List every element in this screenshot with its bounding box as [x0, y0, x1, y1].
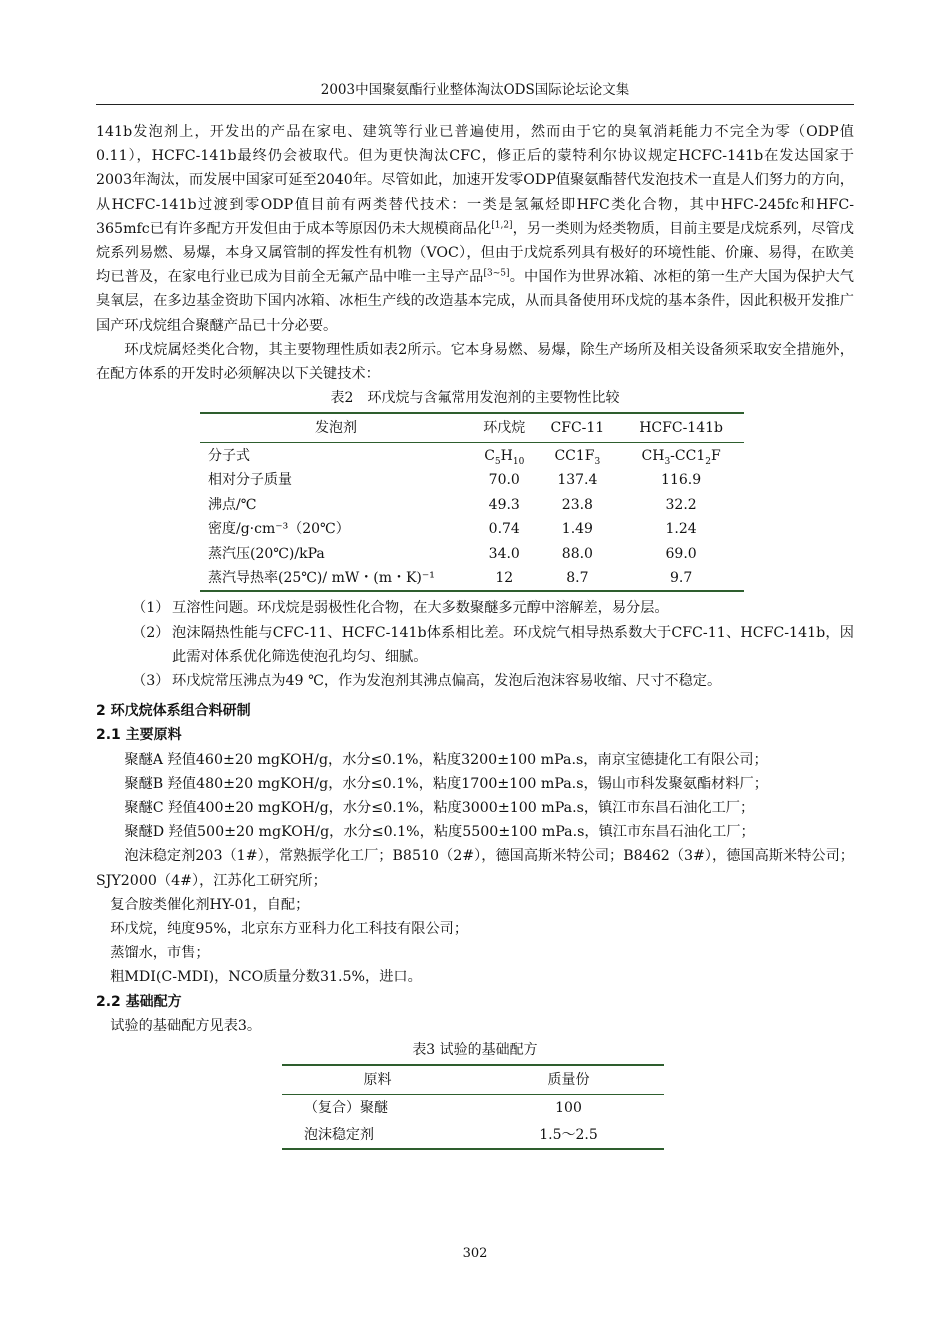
list-number: （2）	[132, 624, 170, 641]
paragraph-3: 试验的基础配方见表3。	[110, 1017, 262, 1034]
paragraph-2: 环戊烷属烃类化合物，其主要物理性质如表2所示。它本身易燃、易爆，除生产场所及相关设备须采取安全措施外，在配方体系的开发时必须解决以下关键技术：	[96, 341, 854, 383]
cell: 蒸汽压(20℃)/kPa	[208, 545, 325, 562]
issue-list	[96, 596, 854, 693]
table-row	[200, 492, 744, 517]
table-row	[200, 443, 744, 468]
cell: 分子式	[208, 447, 250, 464]
cell: 8.7	[537, 566, 619, 592]
table-row	[200, 566, 744, 592]
table-2-header: HCFC-141b	[618, 413, 744, 443]
cell: 蒸汽导热率(25℃)/ mW・(m・K)⁻¹	[200, 566, 472, 592]
table-2-header: 发泡剂	[200, 413, 472, 443]
material-line: 环戊烷，纯度95%，北京东方亚科力化工科技有限公司；	[110, 921, 469, 938]
list-item	[96, 621, 854, 669]
table-2-caption: 表2 环戊烷与含氟常用发泡剂的主要物性比较	[330, 390, 620, 407]
cell: 137.4	[557, 472, 598, 489]
material-line: 聚醚C 羟值400±20 mgKOH/g，水分≤0.1%，粘度3000±100 mPa.s，镇江市东昌石油化工厂；	[124, 800, 755, 817]
material-line: 聚醚A 羟值460±20 mgKOH/g，水分≤0.1%，粘度3200±100 mPa.s，南京宝德捷化工有限公司；	[124, 751, 768, 768]
list-text: 环戊烷常压沸点为49 ℃，作为发泡剂其沸点偏高，发泡后泡沫容易收缩、尺寸不稳定。	[172, 673, 722, 690]
cell: $C_5H_{10}$	[484, 447, 525, 467]
table-2-header: CFC-11	[537, 413, 619, 443]
table-3	[282, 1064, 664, 1150]
table-2	[200, 412, 744, 592]
cell: $CC1F_3$	[554, 447, 601, 467]
list-text: 泡沫隔热性能与CFC-11、HCFC-141b体系相比差。环戊烷气相导热系数大于CFC-11、HCFC-141b，因此需对体系优化筛选使泡孔均匀、细腻。	[172, 624, 854, 665]
cell: 相对分子质量	[208, 472, 292, 489]
list-text: 互溶性问题。环戊烷是弱极性化合物，在大多数聚醚多元醇中溶解差，易分层。	[172, 600, 669, 617]
table-3-caption: 表3 试验的基础配方	[412, 1042, 538, 1059]
paragraph-1-text-c: 。中国作为世界冰箱、冰柜的第一生产大国为保护大气臭氧层，在多边基金资助下国内冰箱、冰柜生产线的改造基本完成，从而具备使用环戊烷的基本条件，因此积极开发推广国产环戊烷组合聚醚产品已十分必要。	[96, 269, 854, 334]
cell: 12	[472, 566, 537, 592]
paragraph-1-text-a: 141b发泡剂上，开发出的产品在家电、建筑等行业已普遍使用，然而由于它的臭氧消耗能力不完全为零（ODP值0.11），HCFC-141b最终仍会被取代。但为更快淘汰CFC，修正后的蒙特利尔协议规定HCFC-141b在发达国家于2003年淘汰，而发展中国家可延至2040年。尽管如此，加速开发零ODP值聚氨酯替代发泡技术一直是人们努力的方向，从HCFC-141b过渡到零ODP值目前有两类替代技术：一类是氢氟烃即HFC类化合物，其中HFC-245fc和HFC-365mfc已有许多配方开发但由于成本等原因仍未大规模商品化	[96, 124, 854, 237]
cell: 0.74	[488, 521, 520, 538]
cell: $CH_3-CC1_2F$	[641, 447, 721, 467]
cell: 23.8	[561, 496, 593, 513]
table-row	[282, 1095, 664, 1122]
table-3-header: 原料	[282, 1065, 473, 1095]
material-line: 蒸馏水，市售；	[110, 945, 210, 962]
table-3-header: 质量份	[473, 1065, 664, 1095]
material-line: 粗MDI(C-MDI)，NCO质量分数31.5%，进口。	[110, 969, 422, 986]
section-heading-2-2: 2.2 基础配方	[96, 993, 182, 1010]
cell: 沸点/℃	[208, 496, 257, 513]
page-number: 302	[462, 1246, 488, 1261]
cell: 34.0	[488, 545, 520, 562]
cell: 69.0	[665, 545, 697, 562]
cell: 9.7	[618, 566, 744, 592]
cell: 116.9	[661, 472, 702, 489]
table-row	[200, 541, 744, 566]
cell: 49.3	[488, 496, 520, 513]
page-body	[96, 120, 854, 1150]
section-heading-2-1: 2.1 主要原料	[96, 727, 182, 744]
list-item	[96, 669, 854, 693]
material-line: 聚醚B 羟值480±20 mgKOH/g，水分≤0.1%，粘度1700±100 mPa.s，锡山市科发聚氨酯材料厂；	[124, 775, 768, 792]
cell: 88.0	[561, 545, 593, 562]
citation-1-2: [1,2]	[491, 220, 513, 231]
paragraph-1	[96, 120, 854, 338]
list-item	[96, 596, 854, 620]
stabilizer-line: 泡沫稳定剂203（1#），常熟振学化工厂；B8510（2#），德国高斯米特公司；B8462（3#），德国高斯米特公司；SJY2000（4#），江苏化工研究所；	[96, 848, 854, 889]
cell: 32.2	[665, 496, 697, 513]
table-row	[200, 468, 744, 493]
cell: 70.0	[488, 472, 520, 489]
cell: （复合）聚醚	[304, 1100, 388, 1117]
table-row	[282, 1122, 664, 1150]
cell: 100	[555, 1100, 582, 1117]
section-heading-2: 2 环戊烷体系组合料研制	[96, 703, 251, 720]
list-number: （3）	[132, 673, 170, 690]
cell: 1.24	[665, 521, 697, 538]
citation-3-5: [3~5]	[483, 268, 510, 279]
running-header: 2003中国聚氨酯行业整体淘汰ODS国际论坛论文集	[96, 78, 854, 105]
table-2-header: 环戊烷	[472, 413, 537, 443]
table-row	[200, 517, 744, 542]
cell: 密度/g·cm⁻³（20℃）	[208, 521, 350, 538]
cell: 1.5～2.5	[473, 1122, 664, 1150]
list-number: （1）	[132, 600, 170, 617]
cell: 1.49	[561, 521, 593, 538]
material-line: 复合胺类催化剂HY-01，自配；	[110, 896, 310, 913]
cell: 泡沫稳定剂	[282, 1122, 473, 1150]
material-line: 聚醚D 羟值500±20 mgKOH/g，水分≤0.1%，粘度5500±100 mPa.s，镇江市东昌石油化工厂；	[124, 824, 755, 841]
paragraph-1-text-b: ，另一类则为烃类物质，目前主要是戊烷系列，尽管戊烷系列易燃、易爆，本身又属管制的挥发性有机物（VOC），但由于戊烷系列具有极好的环境性能、价廉、易得，在欧美均已普及，在家电行业已成为目前全无氟产品中唯一主导产品	[96, 220, 854, 286]
